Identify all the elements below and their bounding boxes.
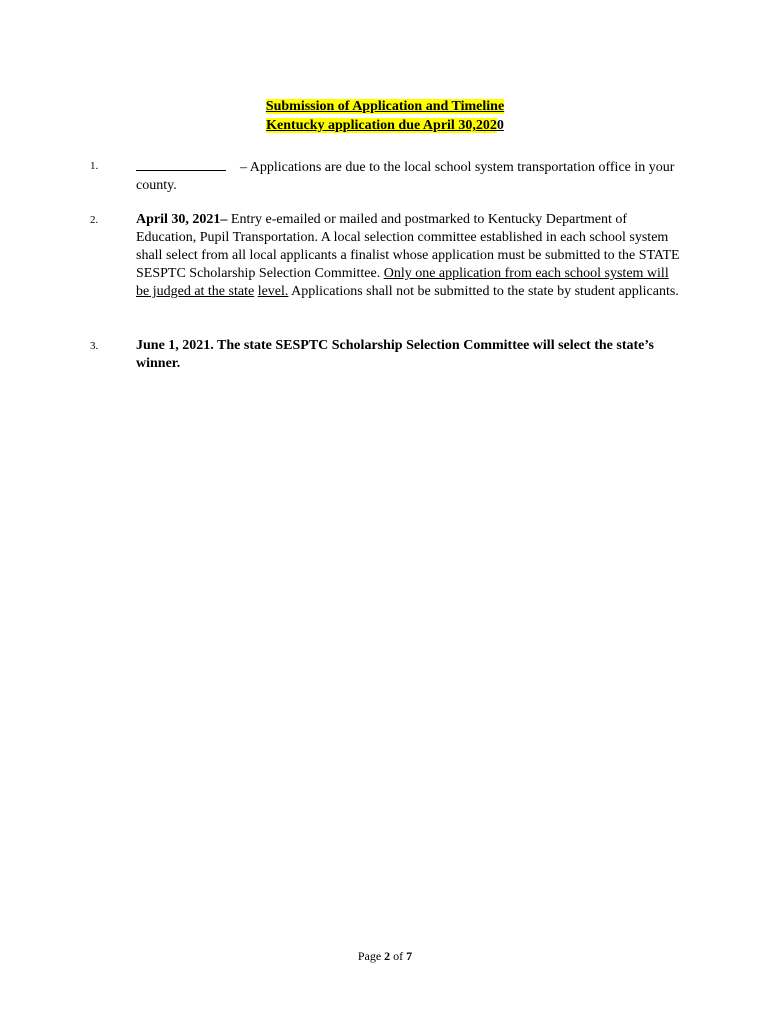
- date-blank-line: [136, 157, 226, 171]
- due-date-heading-tail: 0: [496, 118, 504, 133]
- item-number: 2.: [90, 214, 99, 226]
- item-2-underlined-text: Only one application from each school system will be judged at the state: [136, 266, 669, 299]
- section-title-text: Submission of Application and Timeline: [265, 99, 505, 114]
- page-prefix: Page: [357, 949, 385, 963]
- current-page-number: 2: [384, 949, 391, 963]
- item-text: [136, 157, 681, 195]
- item-2-tail-text: Applications shall not be submitted to the state by student applicants.: [288, 284, 679, 299]
- due-date-heading: [0, 117, 770, 135]
- item-text: [136, 211, 681, 301]
- due-date-heading-highlighted: Kentucky application due April 30,202: [266, 118, 497, 133]
- item-2-underlined-level: level.: [257, 284, 289, 299]
- item-2-main-text: Entry e-emailed or mailed and postmarked to Kentucky Department of Education, Pupil Transportation. A local selection committee established in each school system shall select from all local applicants a finalist whose application must be submitted to the STATE SESPTC Scholarship Selection Committee.: [136, 212, 680, 281]
- section-title: [0, 98, 770, 116]
- page-of-text: of: [390, 949, 407, 963]
- item-3-text: June 1, 2021. The state SESPTC Scholarship Selection Committee will select the state’s winner.: [136, 338, 654, 371]
- item-number: 1.: [90, 160, 99, 172]
- page-footer: [0, 948, 770, 964]
- total-pages-number: 7: [406, 949, 413, 963]
- item-number: 3.: [90, 340, 99, 352]
- item-2-date: April 30, 2021–: [136, 212, 228, 227]
- item-1-text: – Applications are due to the local school system transportation office in your county.: [136, 160, 675, 193]
